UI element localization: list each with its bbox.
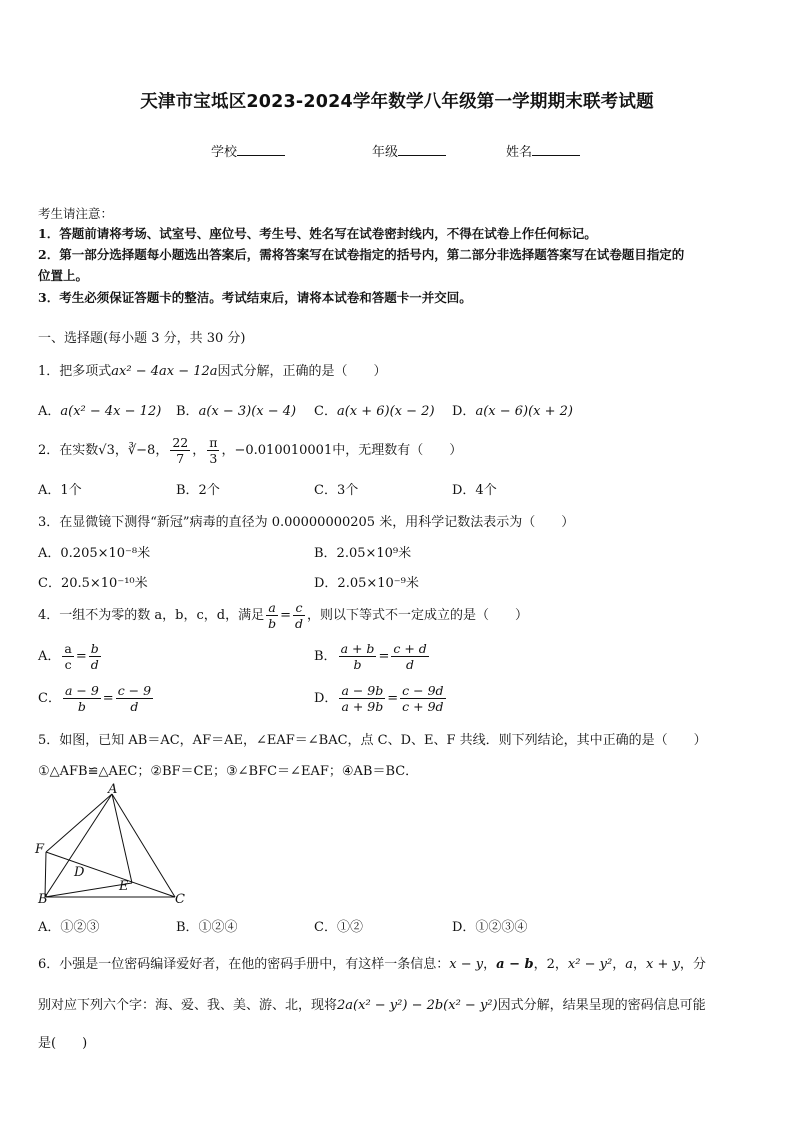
- q4-b-lhs-n: a + b: [340, 641, 375, 656]
- q4-c-lhs-n: a − 9: [64, 683, 99, 698]
- school-blank: [237, 143, 285, 156]
- q4-d-lhs-d: a + 9b: [341, 699, 384, 714]
- notice-item-2: 2．第一部分选择题每小题选出答案后，需将答案写在试卷指定的括号内，第二部分非选择题答案写在试卷题目指定的: [38, 247, 685, 262]
- q5-option-a: A．①②③: [38, 920, 100, 935]
- question-3-stem: 3．在显微镜下测得“新冠”病毒的直径为 0.00000000205 米，用科学记数法表示为（ ）: [38, 515, 575, 530]
- q2-decimal: −0.010010001: [234, 443, 333, 458]
- q6-token-2: a − b: [496, 957, 534, 972]
- name-blank: [532, 143, 580, 156]
- q4-a-lhs-n: a: [64, 641, 72, 656]
- q4-c-lhs: [63, 683, 101, 714]
- label-c: C: [175, 892, 185, 907]
- q1-prefix: 1．把多项式: [38, 364, 112, 379]
- q2-option-c: C．3个: [314, 483, 359, 498]
- segment-af: [46, 794, 112, 852]
- q3-option-d: D．2.05×10⁻⁹米: [314, 576, 419, 591]
- q1-option-b: [176, 400, 296, 419]
- q4-a-rhs-d: d: [90, 657, 99, 672]
- q4-cond-a: a: [268, 600, 276, 615]
- q4-cond-d: d: [295, 616, 304, 631]
- q6-token-1: x − y: [449, 957, 484, 972]
- school-label: 学校: [211, 145, 238, 160]
- q3-option-b: B．2.05×10⁹米: [314, 546, 412, 561]
- q1-b-text: a(x − 3)(x − 4): [198, 404, 297, 419]
- segment-ae: [112, 794, 132, 883]
- question-4-stem: 4．一组不为零的数 a，b，c，d，满足 $\frac{a}{b}$ = $\frac{c}{d}$ ，则以下等式不一定成立的是（ ）: [38, 600, 529, 631]
- q4-option-d: D． $\frac{a - 9b}{a + 9b}$ = $\frac{c - 9d}{c + 9d}$: [314, 683, 444, 714]
- label-e: E: [119, 879, 129, 894]
- q1-option-c: [314, 400, 435, 419]
- segment-fb: [45, 852, 46, 897]
- q4-d-label: D．: [314, 691, 338, 706]
- q4-d-lhs: [339, 683, 385, 714]
- q5-triangle-figure: [30, 782, 200, 907]
- q4-c-rhs-n: c − 9: [117, 683, 152, 698]
- q2-option-d: D．4个: [452, 483, 497, 498]
- q1-a-label: A．: [38, 404, 61, 419]
- q4-c-label: C．: [38, 691, 61, 706]
- q1-a-text: a(x² − 4x − 12): [60, 404, 162, 419]
- name-field: [506, 141, 580, 160]
- q4-option-c: C． $\frac{a - 9}{b}$ = $\frac{c - 9}{d}$: [38, 683, 152, 714]
- label-b: B: [38, 892, 48, 907]
- q1-option-d: [452, 400, 573, 419]
- q4-d-rhs: [400, 683, 445, 714]
- name-label: 姓名: [506, 145, 533, 160]
- school-field: [211, 141, 285, 160]
- q6-expression: 2a(x² − y²) − 2b(x² − y²): [337, 998, 498, 1013]
- q5-option-d: D．①②③④: [452, 920, 528, 935]
- q3-option-c: C．20.5×10⁻¹⁰米: [38, 576, 148, 591]
- q4-b-lhs: [339, 641, 377, 672]
- question-1-stem: [38, 360, 387, 379]
- q2-option-b: B．2个: [176, 483, 220, 498]
- q6-line1-suffix: ，分: [679, 957, 706, 972]
- q6-token-5: a: [625, 957, 633, 972]
- label-d: D: [74, 865, 85, 880]
- q4-b-rhs-d: d: [406, 657, 415, 672]
- question-5-stem: 5．如图，已知 AB＝AC，AF＝AE，∠EAF＝∠BAC，点 C、D、E、F 共线．则下列结论，其中正确的是（ ）: [38, 733, 707, 748]
- q2-frac-num: 22: [172, 435, 189, 450]
- q4-cond-right: [293, 600, 305, 631]
- q2-suffix: 中，无理数有（ ）: [332, 443, 463, 458]
- notice-item-3: 3．考生必须保证答题卡的整洁。考试结束后，请将本试卷和答题卡一并交回。: [38, 290, 472, 305]
- q2-frac-22-7: [170, 435, 190, 466]
- q6-line2-prefix: 别对应下列六个字：海、爱、我、美、游、北，现将: [38, 998, 338, 1013]
- question-5-claims: ①△AFB≌△AEC；②BF＝CE；③∠BFC＝∠EAF；④AB＝BC．: [38, 764, 419, 779]
- q1-poly: ax² − 4ax − 12a: [111, 364, 218, 379]
- q1-b-label: B．: [176, 404, 199, 419]
- q2-prefix: 2．在实数: [38, 443, 99, 458]
- q4-a-rhs-n: b: [90, 641, 99, 656]
- q4-cond-c: c: [295, 600, 303, 615]
- q6-token-6: x + y: [645, 957, 680, 972]
- q4-c-lhs-d: b: [77, 699, 86, 714]
- q4-d-rhs-n: c − 9d: [402, 683, 444, 698]
- notice-heading: 考生请注意：: [38, 206, 114, 221]
- q4-d-lhs-n: a − 9b: [341, 683, 384, 698]
- q6-token-3: 2: [546, 957, 555, 972]
- page-title: 天津市宝坻区2023-2024学年数学八年级第一学期期末联考试题: [140, 92, 654, 112]
- q4-a-rhs: [89, 641, 101, 672]
- q4-b-label: B．: [314, 649, 337, 664]
- q2-cuberoot: ∛−8: [127, 443, 156, 458]
- segment-ab: [45, 794, 112, 897]
- q1-d-label: D．: [452, 404, 476, 419]
- q4-cond-b: b: [268, 616, 277, 631]
- grade-label: 年级: [372, 145, 399, 160]
- notice-item-2-cont: 位置上。: [38, 268, 89, 283]
- q2-pi: π: [209, 435, 218, 450]
- q4-a-lhs: [62, 641, 73, 672]
- q4-option-a: A． $\frac{a}{c}$ = $\frac{b}{d}$: [38, 641, 99, 672]
- label-a: A: [108, 782, 118, 797]
- question-2-stem: 2．在实数√3，∛−8， $\frac{22}{7}$ ， $\frac{\pi}{3}$ ，−0.010010001中，无理数有（ ）: [38, 435, 463, 466]
- q1-d-text: a(x − 6)(x + 2): [475, 404, 573, 419]
- q4-d-rhs-d: c + 9d: [402, 699, 444, 714]
- q5-option-b: B．①②④: [176, 920, 238, 935]
- q1-suffix: 因式分解，正确的是（ ）: [217, 364, 387, 379]
- q4-cond-left: [266, 600, 278, 631]
- q4-prefix: 4．一组不为零的数 a，b，c，d，满足: [38, 608, 265, 623]
- q2-sqrt3: √3: [98, 443, 115, 458]
- label-f: F: [35, 842, 45, 857]
- notice-item-1: 1．答题前请将考场、试室号、座位号、考生号、姓名写在试卷密封线内，不得在试卷上作任何标记。: [38, 226, 597, 241]
- q2-frac-den: 7: [176, 451, 185, 466]
- q4-option-b: B． $\frac{a + b}{b}$ = $\frac{c + d}{d}$: [314, 641, 427, 672]
- q6-line1-prefix: 6．小强是一位密码编译爱好者，在他的密码手册中，有这样一条信息：: [38, 957, 450, 972]
- q3-option-a: A．0.205×10⁻⁸米: [38, 546, 151, 561]
- question-6-line-1: 6．小强是一位密码编译爱好者，在他的密码手册中，有这样一条信息：x − y，a − b，2，x² − y²，a，x + y，分: [38, 957, 706, 972]
- q2-pi-den: 3: [209, 451, 218, 466]
- grade-field: [372, 141, 446, 160]
- grade-blank: [398, 143, 446, 156]
- q5-option-c: C．①②: [314, 920, 363, 935]
- q4-b-lhs-d: b: [353, 657, 362, 672]
- segment-fc: [46, 852, 175, 897]
- q1-c-label: C．: [314, 404, 337, 419]
- q6-token-4: x² − y²: [567, 957, 613, 972]
- q2-frac-pi-3: [207, 435, 219, 466]
- q2-option-a: A．1个: [38, 483, 82, 498]
- question-6-line-3: 是( ): [38, 1036, 88, 1051]
- q4-c-rhs: [116, 683, 153, 714]
- q4-a-label: A．: [38, 649, 61, 664]
- q6-line2-suffix: 因式分解，结果呈现的密码信息可能: [497, 998, 706, 1013]
- q4-c-rhs-d: d: [130, 699, 139, 714]
- q4-b-rhs-n: c + d: [393, 641, 427, 656]
- q4-suffix: ，则以下等式不一定成立的是（ ）: [307, 608, 529, 623]
- section-heading: 一、选择题(每小题 3 分，共 30 分): [38, 331, 246, 346]
- q4-b-rhs: [391, 641, 428, 672]
- question-6-line-2: [38, 994, 706, 1013]
- q1-c-text: a(x + 6)(x − 2): [336, 404, 435, 419]
- q1-option-a: [38, 400, 161, 419]
- q4-a-lhs-d: c: [64, 657, 72, 672]
